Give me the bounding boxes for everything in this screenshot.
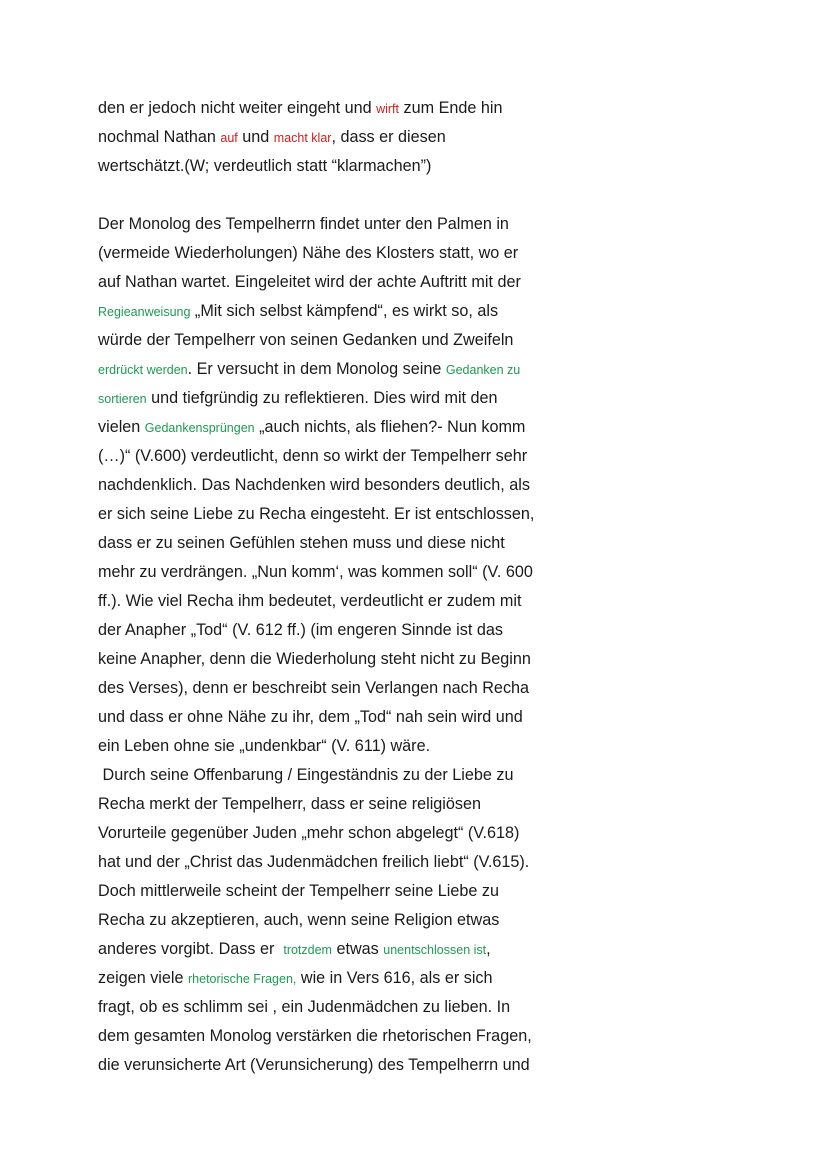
text: zum Ende hin	[399, 99, 503, 117]
p3-line-10: dem gesamten Monolog verstärken die rhetorischen Fragen,	[98, 1027, 532, 1045]
comment-note: Gedankensprüngen	[144, 421, 255, 435]
p2-line-15: der Anapher „Tod“ (V. 612 ff.) (im engeren Sinnde ist das	[98, 621, 503, 639]
comment-note: unentschlossen ist	[383, 943, 487, 957]
p2-line-4	[98, 301, 498, 321]
p2-line-7	[98, 388, 498, 408]
text: „Mit sich selbst kämpfend“, es wirkt so, als	[190, 302, 499, 320]
text: und	[237, 128, 274, 146]
text: etwas	[331, 940, 384, 958]
text: wie in Vers 616, als er sich	[296, 969, 493, 987]
p2-line-5: würde der Tempelherr von seinen Gedanken und Zweifeln	[98, 331, 514, 349]
text: ,	[486, 940, 491, 958]
p2-line-6	[98, 359, 520, 379]
p3-line-1: Durch seine Offenbarung / Eingeständnis zu der Liebe zu	[98, 766, 514, 784]
text: , dass er diesen	[331, 128, 446, 146]
p2-line-19: ein Leben ohne sie „undenkbar“ (V. 611) wäre.	[98, 737, 431, 755]
p2-line-17: des Verses), denn er beschreibt sein Verlangen nach Recha	[98, 679, 530, 697]
p1-line-2	[98, 127, 446, 147]
p3-line-8	[98, 968, 493, 988]
correction-note: auf	[220, 131, 238, 145]
correction-note: macht klar	[273, 131, 332, 145]
text: den er jedoch nicht weiter eingeht und	[98, 99, 377, 117]
p2-line-11: er sich seine Liebe zu Recha eingesteht. Er ist entschlossen,	[98, 505, 535, 523]
p2-line-8	[98, 417, 525, 437]
p2-line-10: nachdenklich. Das Nachdenken wird besonders deutlich, als	[98, 476, 530, 494]
text: und tiefgründig zu reflektieren. Dies wird mit den	[146, 389, 498, 407]
p2-line-9: (…)“ (V.600) verdeutlicht, denn so wirkt der Tempelherr sehr	[98, 447, 528, 465]
p1-line-3: wertschätzt.(W; verdeutlich statt “klarmachen”)	[98, 157, 432, 175]
correction-note: wirft	[376, 102, 399, 116]
p2-line-1: Der Monolog des Tempelherrn findet unter den Palmen in	[98, 215, 509, 233]
comment-note: Regieanweisung	[98, 305, 191, 319]
p2-line-18: und dass er ohne Nähe zu ihr, dem „Tod“ nah sein wird und	[98, 708, 523, 726]
p3-line-3: Vorurteile gegenüber Juden „mehr schon abgelegt“ (V.618)	[98, 824, 520, 842]
p3-line-6: Recha zu akzeptieren, auch, wenn seine Religion etwas	[98, 911, 500, 929]
text: vielen	[98, 418, 145, 436]
p3-line-7	[98, 939, 491, 959]
p3-line-2: Recha merkt der Tempelherr, dass er seine religiösen	[98, 795, 481, 813]
comment-note: erdrückt werden	[98, 363, 188, 377]
p3-line-11: die verunsicherte Art (Verunsicherung) des Tempelherrn und	[98, 1056, 530, 1074]
text: „auch nichts, als fliehen?- Nun komm	[254, 418, 526, 436]
p3-line-4: hat und der „Christ das Judenmädchen freilich liebt“ (V.615).	[98, 853, 530, 871]
comment-note: sortieren	[98, 392, 147, 406]
p2-line-16: keine Anapher, denn die Wiederholung steht nicht zu Beginn	[98, 650, 531, 668]
p2-line-3: auf Nathan wartet. Eingeleitet wird der achte Auftritt mit der	[98, 273, 521, 291]
p1-line-1	[98, 98, 502, 118]
text: . Er versucht in dem Monolog seine	[187, 360, 446, 378]
text: anderes vorgibt. Dass er	[98, 940, 284, 958]
p2-line-2: (vermeide Wiederholungen) Nähe des Klosters statt, wo er	[98, 244, 519, 262]
p3-line-5: Doch mittlerweile scheint der Tempelherr seine Liebe zu	[98, 882, 499, 900]
text: nochmal Nathan	[98, 128, 221, 146]
text: zeigen viele	[98, 969, 188, 987]
comment-note: Gedanken zu	[445, 363, 521, 377]
p3-line-9: fragt, ob es schlimm sei , ein Judenmädchen zu lieben. In	[98, 998, 511, 1016]
comment-note: rhetorische Fragen,	[188, 972, 297, 986]
p2-line-14: ff.). Wie viel Recha ihm bedeutet, verdeutlicht er zudem mit	[98, 592, 522, 610]
comment-note: trotzdem	[283, 943, 332, 957]
p2-line-13: mehr zu verdrängen. „Nun komm‘, was kommen soll“ (V. 600	[98, 563, 533, 581]
p2-line-12: dass er zu seinen Gefühlen stehen muss und diese nicht	[98, 534, 505, 552]
